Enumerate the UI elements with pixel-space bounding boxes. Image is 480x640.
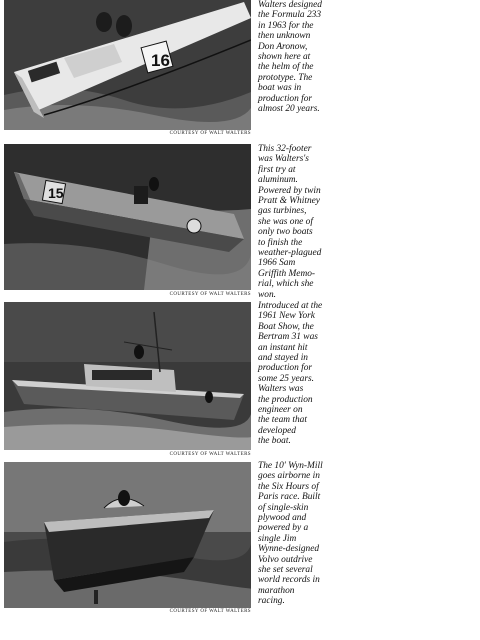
caption-wyn-mill: The 10' Wyn-Mill goes airborne in the Six Hours of Paris race. Built of single-skin plywood and powered by a single Jim Wynne-designed Volvo outdrive she set several world records in marathon racing. xyxy=(258,461,323,607)
hull-number-15: 15 xyxy=(48,185,64,201)
photo-credit: COURTESY OF WALT WALTERS xyxy=(169,452,251,457)
photo-credit: COURTESY OF WALT WALTERS xyxy=(169,609,251,614)
photo-formula-233 xyxy=(4,0,251,130)
caption-formula-233: Walters designed the Formula 233 in 1963 for the then unknown Don Aronow, shown here at the helm of the prototype. The boat was in production for almost 20 years. xyxy=(258,0,322,115)
photo-wyn-mill xyxy=(4,462,251,608)
photo-aluminum-32-footer xyxy=(4,144,251,290)
photo-credit: COURTESY OF WALT WALTERS xyxy=(169,292,251,297)
caption-bertram-31: Introduced at the 1961 New York Boat Show, the Bertram 31 was an instant hit and stayed in production for some 25 years. Walters was the production engineer on the team that developed the boat. xyxy=(258,301,323,447)
hull-number-16: 16 xyxy=(151,51,170,70)
photo-bertram-31 xyxy=(4,302,251,450)
photo-credit: COURTESY OF WALT WALTERS xyxy=(169,131,251,136)
caption-aluminum-32-footer: This 32-footer was Walters's first try at aluminum. Powered by twin Pratt & Whitney gas turbines, she was one of only two boats to finish the weather-plagued 1966 Sam Griffith Memo- rial, which she won. xyxy=(258,144,322,300)
